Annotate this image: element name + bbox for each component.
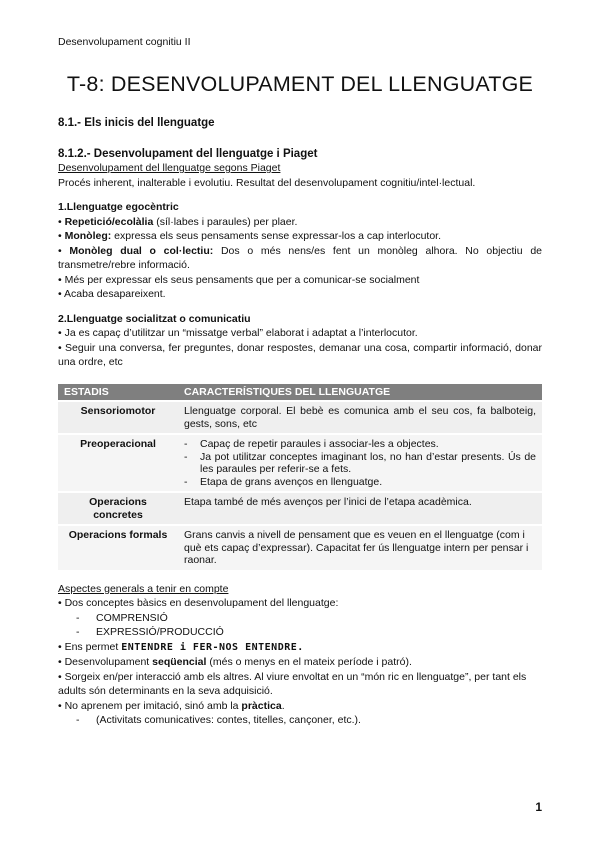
- list-item: - Capaç de repetir paraules i associar-les a objectes.: [184, 438, 439, 450]
- description-cell: Llenguatge corporal. El bebè es comunica amb el seu cos, fa balboteig, gests, sons, etc: [178, 401, 542, 434]
- list-item: - COMPRENSIÓ: [76, 611, 168, 624]
- egocentric-bullet: • Monòleg dual o col·lectiu: Dos o més nens/es fent un monòleg alhora. No objectiu de transmetre/rebre informació.: [58, 244, 542, 271]
- general-aspects-title: Aspectes generals a tenir en compte: [58, 582, 229, 595]
- bullet-mark: •: [58, 244, 70, 257]
- aspects-bullet: • Desenvolupament seqüencial (més o menys en el mateix període i patró).: [58, 656, 412, 668]
- aspects-sublist: [58, 713, 542, 728]
- intro-paragraph: Procés inherent, inalterable i evolutiu. Resultat del desenvolupament cognitiu/intel·lectual.: [58, 176, 476, 189]
- socialized-bullet: • Seguir una conversa, fer preguntes, donar respostes, demanar una cosa, compartir informació, donar una ordre, etc: [58, 341, 542, 368]
- egocentric-bullet: • Acaba desapareixent.: [58, 288, 166, 300]
- table-row: [58, 434, 542, 492]
- aspects-bullet: • Dos conceptes bàsics en desenvolupament del llenguatge:: [58, 597, 339, 609]
- list-item: - (Activitats comunicatives: contes, titelles, cançoner, etc.).: [76, 714, 361, 726]
- table-header-cell: ESTADIS: [58, 384, 178, 402]
- aspects-bullet: • Ens permet ENTENDRE i FER-NOS ENTENDRE.: [58, 640, 304, 653]
- subsection-title: Desenvolupament del llenguatge segons Piaget: [58, 162, 281, 174]
- description-cell: Grans canvis a nivell de pensament que es veuen en el llenguatge (com i què ets capaç d’expressar). Capacitat fer ús llenguatge intern per pensar i raonar.: [178, 525, 542, 570]
- egocentric-bullet: • Repetició/ecolàlia (síl·labes i paraules) per plaer.: [58, 215, 298, 228]
- page-title: T-8: DESENVOLUPAMENT DEL LLENGUATGE: [66, 72, 534, 96]
- table-header-cell: CARACTERÍSTIQUES DEL LLENGUATGE: [178, 384, 542, 402]
- stage-cell: Sensoriomotor: [58, 401, 178, 434]
- socialized-bullet: • Ja es capaç d’utilitzar un “missatge verbal” elaborat i adaptat a l’interlocutor.: [58, 327, 418, 339]
- aspects-sublist: [58, 611, 542, 640]
- egocentric-bullet: • Més per expressar els seus pensaments que per a comunicar-se socialment: [58, 273, 420, 286]
- stages-table: [58, 384, 542, 570]
- table-row: [58, 525, 542, 570]
- aspects-bullet: • No aprenem per imitació, sinó amb la pràctica.: [58, 699, 285, 712]
- table-row: [58, 401, 542, 434]
- description-cell: [178, 434, 542, 492]
- description-cell: Etapa també de més avenços per l’inici de l’etapa acadèmica.: [178, 492, 542, 525]
- section-heading-8-1: 8.1.- Els inicis del llenguatge: [58, 117, 215, 129]
- stage-cell: Operacions formals: [58, 525, 178, 570]
- list-item: - Ja pot utilitzar conceptes imaginant los, no han d’estar presents. Ús de les paraules per referir-se a fets.: [184, 450, 536, 475]
- table-header-row: [58, 384, 542, 402]
- page-number: 1: [535, 800, 542, 814]
- bullet-mark: •: [58, 230, 65, 242]
- list-item: - EXPRESSIÓ/PRODUCCIÓ: [76, 626, 224, 638]
- aspects-bullet: • Sorgeix en/per interacció amb els altres. Al viure envoltat en un “món ric en llenguatge”, per tant els adults són determinants en la seva adquisició.: [58, 670, 527, 697]
- socialized-title: 2.Llenguatge socialitzat o comunicatiu: [58, 312, 251, 325]
- egocentric-bullet: • Monòleg: expressa els seus pensaments sense expressar-los a cap interlocutor.: [58, 230, 442, 242]
- list-item: - Etapa de grans avenços en llenguatge.: [184, 475, 383, 488]
- stage-cell: Operacions concretes: [58, 492, 178, 525]
- bullet-mark: •: [58, 215, 65, 228]
- table-row: [58, 492, 542, 525]
- document-body: [58, 116, 542, 728]
- running-header: Desenvolupament cognitiu II: [58, 36, 191, 48]
- stage-cell: Preoperacional: [58, 434, 178, 492]
- egocentric-title: 1.Llenguatge egocèntric: [58, 201, 179, 213]
- section-heading-8-1-2: 8.1.2.- Desenvolupament del llenguatge i Piaget: [58, 147, 318, 160]
